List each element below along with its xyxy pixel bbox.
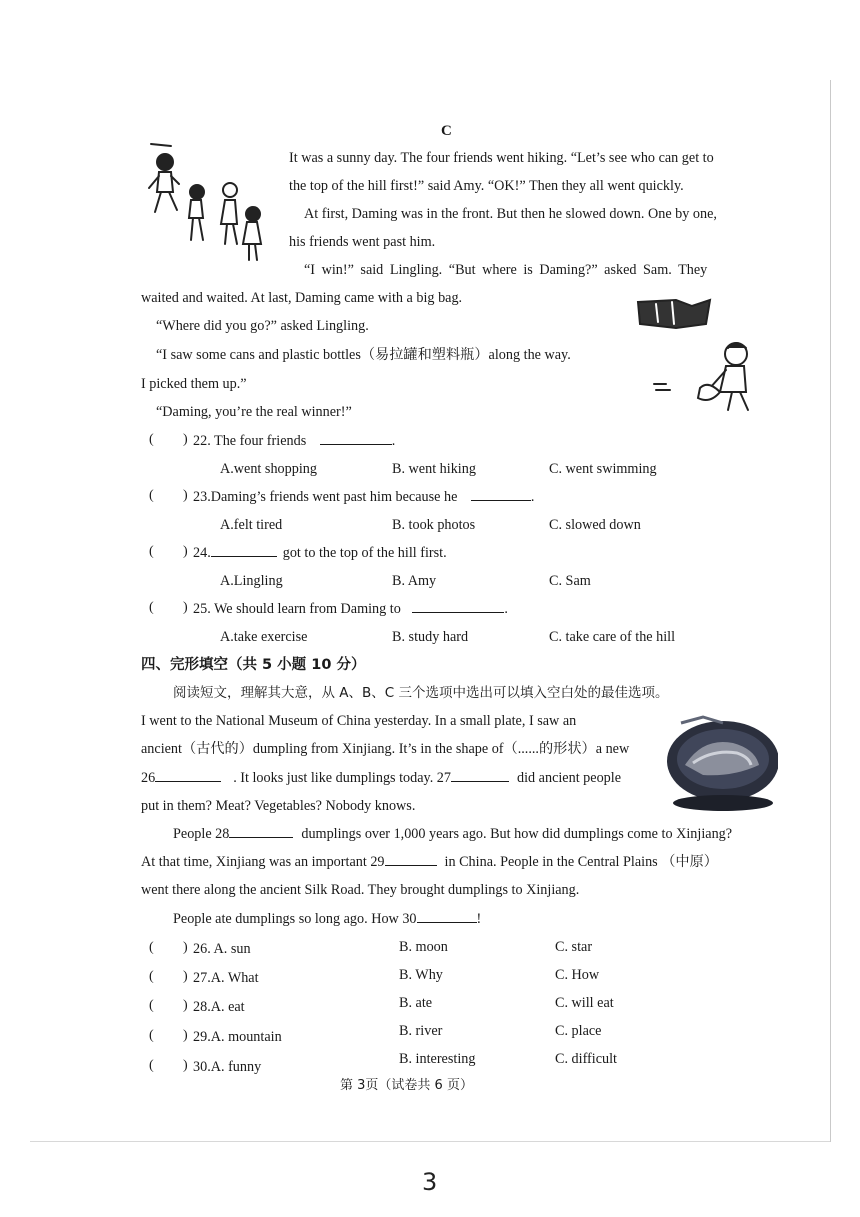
option-30a[interactable]: 30.A. funny bbox=[193, 1059, 262, 1075]
answer-paren-close-24[interactable]: ) bbox=[183, 544, 188, 559]
question-24-end: got to the top of the hill first. bbox=[282, 545, 447, 561]
question-24-text: 24. bbox=[193, 545, 211, 561]
option-22c[interactable]: C. went swimming bbox=[549, 461, 657, 477]
answer-paren-29: ( bbox=[149, 1028, 154, 1043]
option-26a[interactable]: 26. A. sun bbox=[193, 941, 251, 957]
answer-paren-close-26[interactable]: ) bbox=[183, 940, 188, 955]
option-23b[interactable]: B. took photos bbox=[392, 517, 476, 533]
option-22a[interactable]: A.went shopping bbox=[220, 461, 317, 477]
question-23-blank[interactable] bbox=[471, 488, 531, 501]
passage-line2: ancient（古代的）dumpling from Xinjiang. It’s in the shape of（......的形状）a new bbox=[141, 741, 630, 757]
answer-paren-27: ( bbox=[149, 969, 154, 984]
question-24-blank[interactable] bbox=[211, 544, 277, 557]
answer-paren-close-22[interactable]: ) bbox=[183, 432, 188, 447]
passage-line6-end: in China. People in the Central Plains （中原） bbox=[444, 854, 718, 870]
question-25-end: . bbox=[504, 601, 508, 617]
question-25-blank[interactable] bbox=[412, 600, 504, 613]
question-22-text: 22. The four friends bbox=[193, 433, 307, 449]
section-4-instruction: 阅读短文，理解其大意，从 A、B、C 三个选项中选出可以填入空白处的最佳选项。 bbox=[173, 685, 669, 701]
answer-paren-close-25[interactable]: ) bbox=[183, 600, 188, 615]
story-p5-line2: I picked them up.” bbox=[141, 376, 247, 392]
passage-blank-29[interactable] bbox=[385, 853, 437, 866]
option-29b[interactable]: B. river bbox=[399, 1023, 443, 1039]
answer-paren-28: ( bbox=[149, 998, 154, 1013]
question-25-stem bbox=[193, 600, 508, 618]
passage-line6 bbox=[141, 853, 718, 871]
question-22-end: . bbox=[391, 433, 396, 449]
passage-line3-end: did ancient people bbox=[517, 770, 622, 786]
option-25a[interactable]: A.take exercise bbox=[220, 629, 308, 645]
scan-edge-right bbox=[830, 80, 831, 1142]
option-23c[interactable]: C. slowed down bbox=[549, 517, 641, 533]
question-25-text: 25. We should learn from Daming to bbox=[193, 601, 401, 617]
story-p2-line2: his friends went past him. bbox=[289, 234, 436, 250]
option-29c[interactable]: C. place bbox=[555, 1023, 602, 1039]
option-30b[interactable]: B. interesting bbox=[399, 1051, 476, 1067]
boy-with-bag-illustration bbox=[636, 296, 761, 414]
story-p4: “Where did you go?” asked Lingling. bbox=[156, 318, 369, 334]
answer-paren-close-27[interactable]: ) bbox=[183, 969, 188, 984]
passage-blank-26-label: 26 bbox=[141, 770, 156, 786]
story-p2-line1: At first, Daming was in the front. But then he slowed down. One by one, bbox=[304, 206, 717, 222]
answer-paren-26: ( bbox=[149, 940, 154, 955]
hiking-kids-illustration bbox=[145, 140, 275, 265]
answer-paren-22: ( bbox=[149, 432, 154, 447]
option-30c[interactable]: C. difficult bbox=[555, 1051, 618, 1067]
answer-paren-close-29[interactable]: ) bbox=[183, 1028, 188, 1043]
option-26b[interactable]: B. moon bbox=[399, 939, 448, 955]
option-28b[interactable]: B. ate bbox=[399, 995, 433, 1011]
passage-blank-28[interactable] bbox=[229, 825, 293, 838]
scan-edge-bottom bbox=[30, 1141, 830, 1142]
passage-line3 bbox=[141, 769, 621, 787]
passage-line3-mid: . It looks just like dumplings today. 27 bbox=[233, 770, 451, 786]
option-27c[interactable]: C. How bbox=[555, 967, 600, 983]
story-p1-line2: the top of the hill first!” said Amy. “OK!” Then they all went quickly. bbox=[289, 178, 684, 194]
page-number: 3 bbox=[422, 1168, 438, 1196]
passage-line8-end: ! bbox=[476, 911, 482, 927]
option-26c[interactable]: C. star bbox=[555, 939, 593, 955]
answer-paren-close-30[interactable]: ) bbox=[183, 1058, 188, 1073]
answer-paren-25: ( bbox=[149, 600, 154, 615]
option-25b[interactable]: B. study hard bbox=[392, 629, 469, 645]
passage-line5 bbox=[173, 825, 732, 843]
passage-line8 bbox=[173, 910, 481, 928]
option-28a[interactable]: 28.A. eat bbox=[193, 999, 245, 1015]
story-p5-line1: “I saw some cans and plastic bottles（易拉罐和塑料瓶）along the way. bbox=[156, 347, 571, 363]
option-22b[interactable]: B. went hiking bbox=[392, 461, 476, 477]
option-29a[interactable]: 29.A. mountain bbox=[193, 1029, 282, 1045]
answer-paren-23: ( bbox=[149, 488, 154, 503]
passage-line1: I went to the National Museum of China yesterday. In a small plate, I saw an bbox=[141, 713, 577, 729]
answer-paren-30: ( bbox=[149, 1058, 154, 1073]
story-p1-line1: It was a sunny day. The four friends went hiking. “Let’s see who can get to bbox=[289, 150, 714, 166]
option-23a[interactable]: A.felt tired bbox=[220, 517, 283, 533]
option-27a[interactable]: 27.A. What bbox=[193, 970, 259, 986]
answer-paren-24: ( bbox=[149, 544, 154, 559]
passage-blank-28-label: People 28 bbox=[173, 826, 230, 842]
question-23-stem bbox=[193, 488, 534, 506]
option-28c[interactable]: C. will eat bbox=[555, 995, 614, 1011]
passage-blank-27[interactable] bbox=[451, 769, 509, 782]
question-23-text: 23.Daming’s friends went past him because he bbox=[193, 489, 458, 505]
passage-blank-26[interactable] bbox=[155, 769, 221, 782]
question-22-stem bbox=[193, 432, 395, 450]
page-info: 第 3页（试卷共 6 页） bbox=[340, 1078, 473, 1093]
option-24a[interactable]: A.Lingling bbox=[220, 573, 283, 589]
passage-line4: put in them? Meat? Vegetables? Nobody knows. bbox=[141, 798, 416, 814]
section-label-c: C bbox=[441, 123, 452, 139]
passage-blank-30-label: People ate dumplings so long ago. How 30 bbox=[173, 911, 417, 927]
answer-paren-close-28[interactable]: ) bbox=[183, 998, 188, 1013]
section-4-heading: 四、完形填空（共 5 小题 10 分） bbox=[141, 657, 366, 673]
question-22-blank[interactable] bbox=[320, 432, 392, 445]
option-24c[interactable]: C. Sam bbox=[549, 573, 591, 589]
option-24b[interactable]: B. Amy bbox=[392, 573, 437, 589]
passage-blank-29-label: At that time, Xinjiang was an important 29 bbox=[141, 854, 385, 870]
option-27b[interactable]: B. Why bbox=[399, 967, 443, 983]
passage-line7: went there along the ancient Silk Road. They brought dumplings to Xinjiang. bbox=[141, 882, 580, 898]
answer-paren-close-23[interactable]: ) bbox=[183, 488, 188, 503]
story-p3-line2: waited and waited. At last, Daming came with a big bag. bbox=[141, 290, 463, 306]
passage-blank-30[interactable] bbox=[417, 910, 477, 923]
ancient-dumpling-photo bbox=[663, 713, 778, 814]
question-24-stem bbox=[193, 544, 447, 562]
question-23-end: . bbox=[530, 489, 535, 505]
story-p6: “Daming, you’re the real winner!” bbox=[156, 404, 352, 420]
passage-line5-end: dumplings over 1,000 years ago. But how did dumplings come to Xinjiang? bbox=[301, 826, 733, 842]
option-25c[interactable]: C. take care of the hill bbox=[549, 629, 676, 645]
story-p3-line1: “I win!” said Lingling. “But where is Daming?” asked Sam. They bbox=[304, 262, 708, 278]
